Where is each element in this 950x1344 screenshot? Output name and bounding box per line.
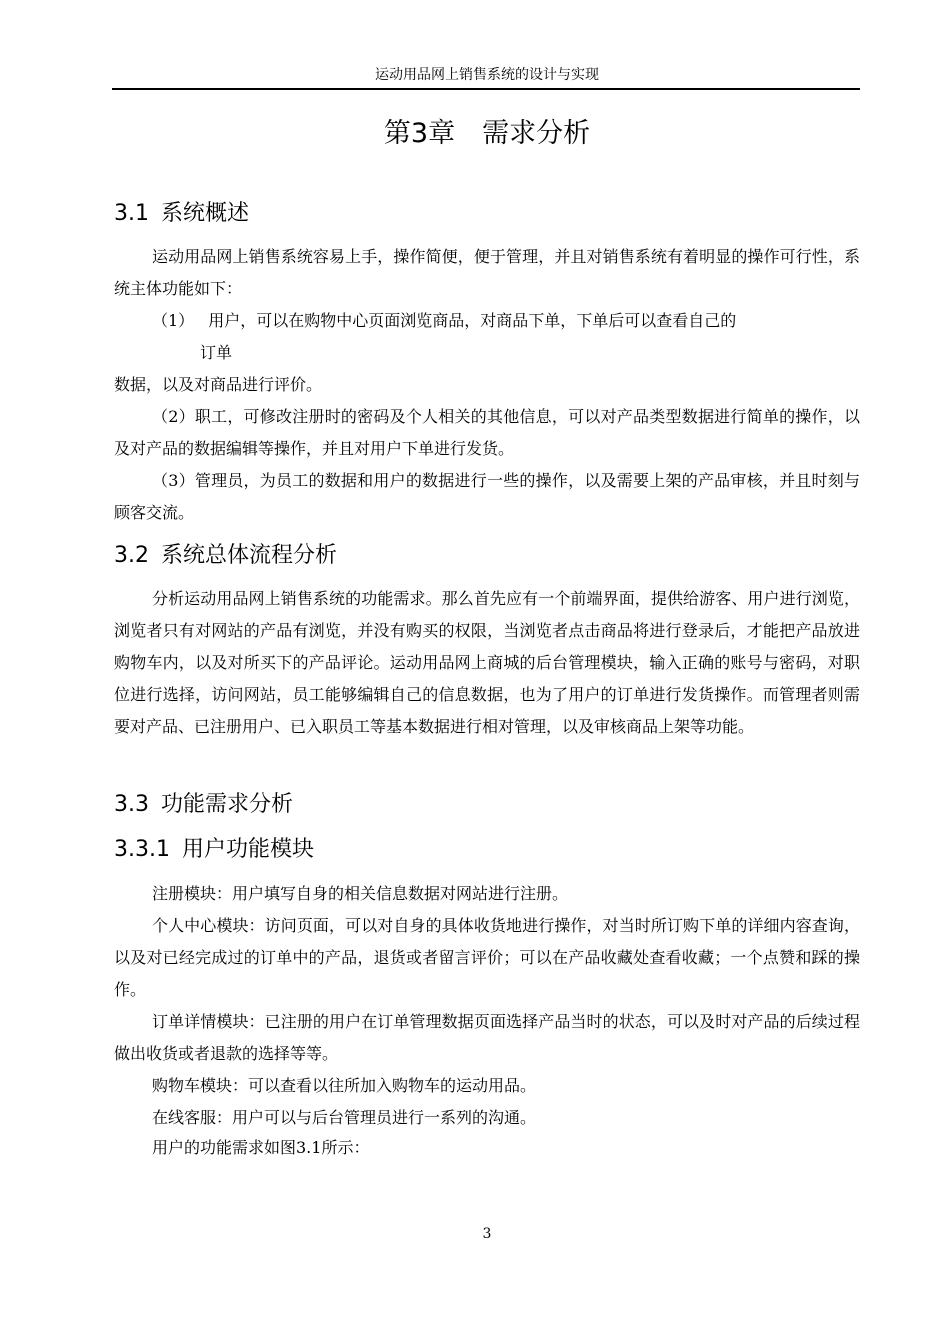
list-item-1-continuation: 数据，以及对商品进行评价。 (114, 375, 323, 394)
section-number: 3.3.1 (114, 837, 170, 862)
list-item-1-hang: 订单 (200, 343, 233, 362)
paragraph-flow-analysis: 分析运动用品网上销售系统的功能需求。那么首先应有一个前端界面，提供给游客、用户进行浏览，浏览者只有对网站的产品有浏览，并没有购买的权限，当浏览者点击商品将进行登录后，才能把产品放进购物车内，以及对所买下的产品评论。运动用品网上商城的后台管理模块，输入正确的账号与密码，对职位进行选择，访问网站，员工能够编辑自己的信息数据，也为了用户的订单进行发货操作。而管理者则需要对产品、已注册用户、已入职员工等基本数据进行相对管理，以及审核商品上架等功能。 (114, 589, 860, 736)
list-item-text: 用户，可以在购物中心页面浏览商品，对商品下单，下单后可以查看自己的 (208, 311, 737, 330)
paragraph-order-detail: 订单详情模块：已注册的用户在订单管理数据页面选择产品当时的状态，可以及时对产品的后续过程做出收货或者退款的选择等等。 (114, 1012, 860, 1063)
paragraph-personal-center: 个人中心模块：访问页面，可以对自身的具体收货地进行操作，对当时所订购下单的详细内容查询，以及对已经完成过的订单中的产品，退货或者留言评价；可以在产品收藏处查看收藏；一个点赞和踩的操作。 (114, 916, 860, 999)
section-number: 3.2 (114, 543, 149, 568)
paragraph-register-module: 注册模块：用户填写自身的相关信息数据对网站进行注册。 (152, 884, 569, 903)
section-title: 系统总体流程分析 (161, 543, 338, 568)
list-item-1 (152, 305, 858, 337)
section-number: 3.3 (114, 792, 149, 817)
paragraph-online-service: 在线客服：用户可以与后台管理员进行一系列的沟通。 (152, 1108, 537, 1127)
paragraph-cart-module: 购物车模块：可以查看以往所加入购物车的运动用品。 (152, 1076, 537, 1095)
section-heading-3-1 (114, 198, 249, 230)
section-heading-3-3 (114, 789, 293, 821)
section-heading-3-3-1 (114, 834, 314, 866)
running-header: 运动用品网上销售系统的设计与实现 (375, 67, 599, 83)
chapter-title: 第3章 需求分析 (383, 118, 591, 149)
section-heading-3-2 (114, 540, 337, 572)
section-title: 功能需求分析 (161, 792, 294, 817)
list-marker: （1） (152, 311, 195, 330)
header-rule (112, 88, 860, 90)
page-number: 3 (482, 1226, 492, 1242)
section-title: 系统概述 (161, 201, 250, 226)
list-item-2: （2）职工，可修改注册时的密码及个人相关的其他信息，可以对产品类型数据进行简单的操作，以及对产品的数据编辑等操作，并且对用户下单进行发货。 (114, 407, 860, 458)
paragraph-figure-reference: 用户的功能需求如图3.1所示： (152, 1138, 370, 1157)
section-title: 用户功能模块 (181, 837, 314, 862)
paragraph-overview: 运动用品网上销售系统容易上手，操作简便，便于管理，并且对销售系统有着明显的操作可行性，系统主体功能如下： (114, 247, 860, 298)
list-item-3: （3）管理员，为员工的数据和用户的数据进行一些的操作，以及需要上架的产品审核，并且时刻与顾客交流。 (114, 471, 860, 522)
section-number: 3.1 (114, 201, 149, 226)
